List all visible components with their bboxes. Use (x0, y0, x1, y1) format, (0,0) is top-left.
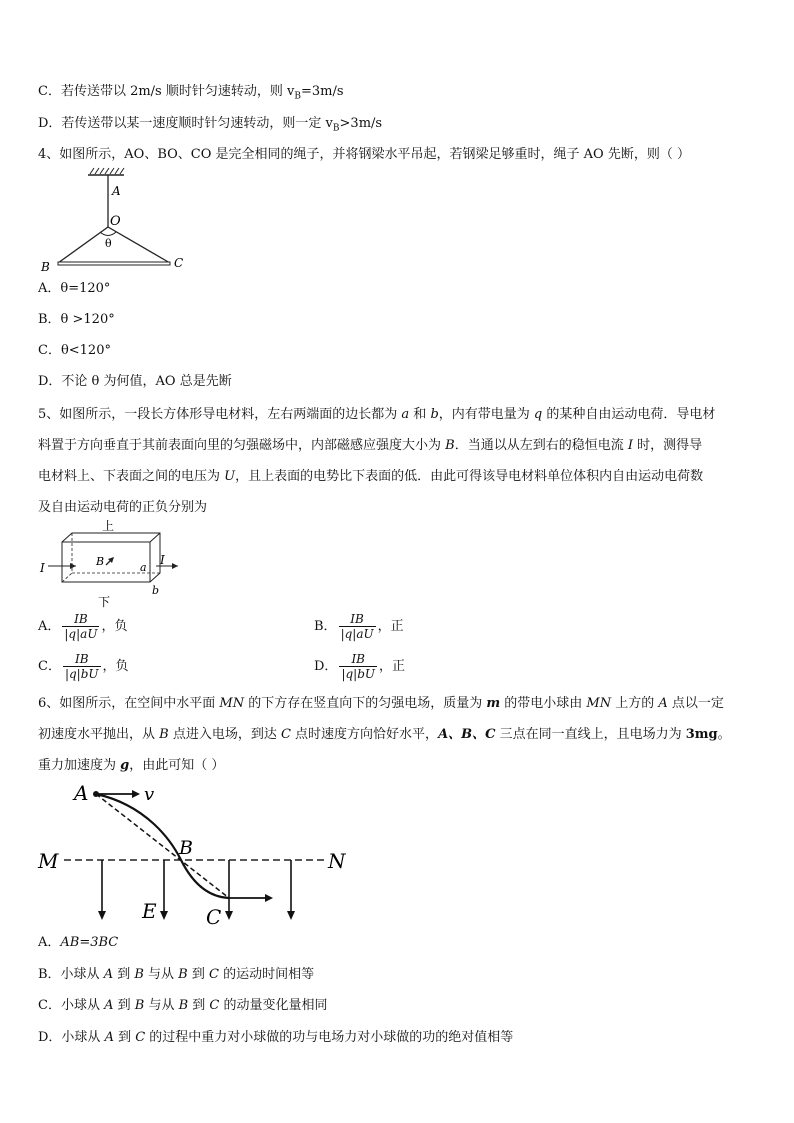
q5-stem-line-1: 5、如图所示，一段长方体形导电材料，左右两端面的边长都为 a 和 b，内有带电量为 q 的某种自由运动电荷．导电材 (38, 407, 716, 422)
svg-text:B: B (96, 555, 105, 568)
q6-option-d: D．小球从 A 到 C 的过程中重力对小球做的功与电场力对小球做的功的绝对值相等 (38, 1030, 514, 1045)
label-theta: θ (105, 237, 112, 250)
label-o: O (110, 214, 121, 229)
q4-option-b: B．θ >120° (38, 312, 115, 327)
label-a: A (112, 184, 121, 198)
svg-text:A: A (74, 781, 89, 805)
q6-option-a: A．AB=3BC (38, 935, 119, 950)
q4-option-d: D．不论 θ 为何值，AO 总是先断 (38, 374, 232, 389)
ceiling-hatch (88, 168, 124, 175)
q5-stem-line-3: 电材料上、下表面之间的电压为 U，且上表面的电势比下表面的低．由此可得该导电材料单位体积内自由运动电荷数 (38, 469, 704, 484)
q5-option-a: A． $\frac{IB}{|q|aU}$ ，负 (38, 612, 128, 641)
q3-option-d: D．若传送带以某一速度顺时针匀速转动，则一定 $v_B>3m/s$ (38, 116, 383, 134)
ac-dashed-chord (96, 794, 229, 898)
svg-text:下: 下 (98, 595, 111, 609)
q4-option-a: A．θ=120° (38, 281, 111, 296)
steel-beam (58, 262, 170, 265)
svg-text:I: I (40, 561, 45, 575)
q4-stem: 4、如图所示，AO、BO、CO 是完全相同的绳子，并将钢梁水平吊起，若钢梁足够重时，绳子 AO 先断，则（ ） (38, 147, 690, 162)
svg-text:I: I (160, 553, 165, 567)
q5-option-d: D． $\frac{IB}{|q|bU}$ ，正 (314, 652, 406, 681)
q6-option-c: C．小球从 A 到 B 与从 B 到 C 的动量变化量相同 (38, 998, 328, 1013)
svg-text:B: B (179, 837, 193, 859)
q6-stem-line-1: 6、如图所示，在空间中水平面 MN 的下方存在竖直向下的匀强电场，质量为 m 的带电小球由 MN 上方的 A 点以一定 (38, 696, 724, 711)
q5-option-c: C． $\frac{IB}{|q|bU}$ ，负 (38, 652, 129, 681)
svg-text:b: b (152, 584, 160, 597)
svg-text:a: a (140, 561, 147, 574)
q5-option-b: B． $\frac{IB}{|q|aU}$ ，正 (314, 612, 404, 641)
q4-figure (36, 165, 196, 277)
label-b: B (41, 260, 50, 274)
label-c: C (174, 256, 184, 270)
svg-text:E: E (142, 899, 157, 923)
svg-text:M: M (38, 849, 59, 873)
q6-figure (36, 780, 356, 930)
q5-figure (36, 520, 186, 612)
q6-stem-line-2: 初速度水平抛出，从 B 点进入电场，到达 C 点时速度方向恰好水平，A、B、C 三点在同一直线上，且电场力为 3mg。 (38, 727, 731, 742)
rope-co (108, 227, 170, 263)
q5-stem-line-2: 料置于方向垂直于其前表面向里的匀强磁场中，内部磁感应强度大小为 B．当通以从左到右的稳恒电流 I 时，测得导 (38, 438, 703, 453)
q6-option-b: B．小球从 A 到 B 与从 B 到 C 的运动时间相等 (38, 967, 315, 982)
q5-stem-line-4: 及自由运动电荷的正负分别为 (38, 500, 208, 515)
conductor-front (62, 542, 150, 582)
svg-text:v: v (144, 784, 155, 805)
svg-text:C: C (206, 905, 222, 929)
svg-text:上: 上 (102, 520, 115, 533)
q3-option-c: C．若传送带以 2m/s 顺时针匀速转动，则 $v_B=3m/s$ (38, 84, 344, 102)
svg-text:N: N (328, 849, 346, 873)
q4-option-c: C．θ<120° (38, 343, 111, 358)
q6-stem-line-3: 重力加速度为 g，由此可知（ ） (38, 758, 225, 773)
